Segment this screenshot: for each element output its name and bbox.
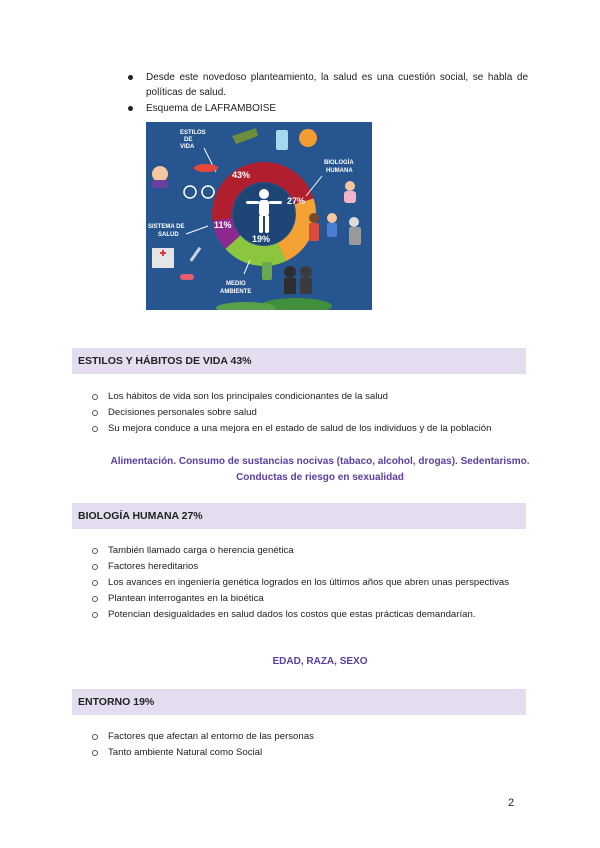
hollow-bullet-icon	[92, 580, 98, 586]
label-sistema-1: SISTEMA DE	[148, 224, 185, 230]
list-item: Potencian desigualdades en salud dados los costos que estas prácticas demandarían.	[92, 607, 528, 623]
section-heading-biologia: BIOLOGÍA HUMANA 27%	[72, 503, 526, 529]
bullet-dot-icon	[128, 75, 133, 80]
hollow-bullet-icon	[92, 596, 98, 602]
label-estilos-2: DE	[184, 137, 193, 143]
list-item: Decisiones personales sobre salud	[92, 405, 528, 421]
hollow-bullet-icon	[92, 612, 98, 618]
hollow-bullet-icon	[92, 410, 98, 416]
label-biologia-2: HUMANA	[326, 168, 353, 174]
hollow-bullet-icon	[92, 548, 98, 554]
label-estilos-3: VIDA	[180, 144, 195, 150]
hollow-bullet-icon	[92, 394, 98, 400]
hollow-bullet-icon	[92, 564, 98, 570]
bullet-dot-icon	[128, 106, 133, 111]
list-item: También llamado carga o herencia genética	[92, 543, 528, 559]
list-item: Factores hereditarios	[92, 559, 528, 575]
list-item: Su mejora conduce a una mejora en el estado de salud de los individuos y de la población	[92, 421, 528, 437]
pct-sistema: 11%	[214, 220, 232, 230]
list-item: Factores que afectan al entorno de las personas	[92, 729, 528, 745]
intro-bullet: Desde este novedoso planteamiento, la salud es una cuestión social, se habla de políticas de salud.	[128, 70, 528, 100]
emphasis-estilos: Alimentación. Consumo de sustancias nocivas (tabaco, alcohol, drogas). Sedentarismo. Conductas de riesgo en sexualidad	[110, 456, 530, 483]
laframboise-diagram	[146, 122, 372, 310]
page-number: 2	[508, 797, 515, 809]
hollow-bullet-icon	[92, 734, 98, 740]
intro-bullet: Esquema de LAFRAMBOISE	[128, 101, 528, 116]
section-list-estilos	[92, 389, 528, 437]
list-item: Tanto ambiente Natural como Social	[92, 745, 528, 761]
pct-biologia: 27%	[287, 196, 306, 206]
section-list-biologia	[92, 543, 528, 623]
list-item: Plantean interrogantes en la bioética	[92, 591, 528, 607]
label-sistema-2: SALUD	[158, 232, 179, 238]
hollow-bullet-icon	[92, 750, 98, 756]
intro-bullet-list	[128, 70, 528, 117]
list-item: Los hábitos de vida son los principales condicionantes de la salud	[92, 389, 528, 405]
label-estilos-1: ESTILOS	[180, 130, 206, 136]
laframboise-infographic	[146, 122, 372, 310]
emphasis-biologia: EDAD, RAZA, SEXO	[272, 656, 368, 667]
section-heading-entorno: ENTORNO 19%	[72, 689, 526, 715]
section-heading-estilos: ESTILOS Y HÁBITOS DE VIDA 43%	[72, 348, 526, 374]
hollow-bullet-icon	[92, 426, 98, 432]
section-list-entorno	[92, 729, 528, 761]
label-medio-2: AMBIENTE	[220, 289, 252, 295]
pct-medio: 19%	[252, 234, 271, 244]
label-biologia-1: BIOLOGÍA	[324, 160, 354, 166]
label-medio-1: MEDIO	[226, 281, 246, 287]
list-item: Los avances en ingeniería genética logrados en los últimos años que abren unas perspectivas	[92, 575, 528, 591]
pct-estilos: 43%	[232, 170, 251, 180]
